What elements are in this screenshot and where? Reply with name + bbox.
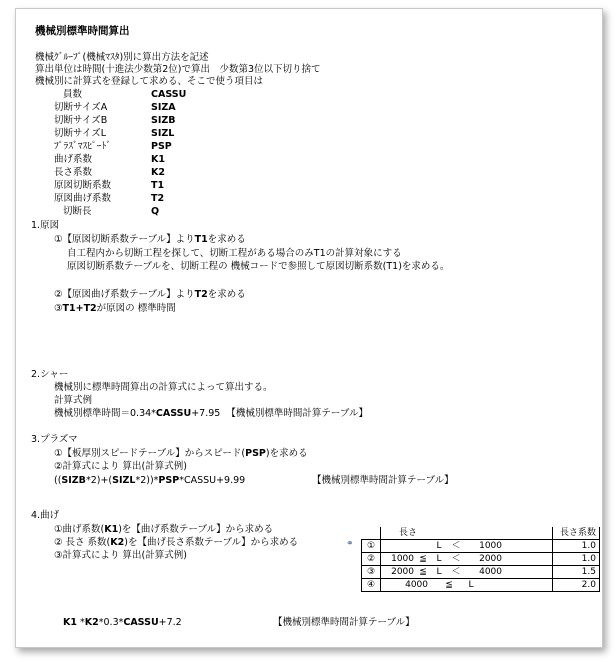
s3-table-ref: 【機械別標準時間計算テーブル】 (312, 475, 454, 486)
text: *CASSU+9.99 (179, 475, 246, 486)
range-low: 2000 (391, 567, 414, 577)
code: K2 (110, 537, 125, 548)
range-cell (381, 540, 553, 553)
range-low: 4000 (405, 580, 428, 590)
item-label: 長さ系数 (54, 167, 93, 178)
range-var: L (436, 554, 442, 564)
row-number: ① (362, 540, 381, 553)
code: K1 (104, 524, 119, 535)
code: SIZB (61, 475, 86, 486)
range-var: ≦ (445, 580, 453, 590)
text: ①曲げ系数( (54, 524, 105, 535)
s2-line-1: 機械別に標準時間算出の計算式によって算出する。 (54, 382, 273, 393)
item-code: SIZA (151, 102, 176, 113)
text: *2)+( (85, 475, 113, 486)
s4-line-2 (54, 537, 298, 549)
text: )を求める (265, 448, 308, 459)
range-var: L (436, 567, 442, 577)
table-header-cell (362, 527, 381, 540)
s1-step-1 (54, 234, 246, 246)
text: ② 長さ 系数( (54, 537, 111, 548)
text: *2))* (135, 475, 159, 486)
text: を求める (207, 289, 246, 300)
table-header-cell: 長さ系数 (553, 527, 600, 540)
item-label: 原図切断系数 (54, 180, 112, 191)
table-row (362, 579, 600, 592)
item-label: 切断サイズA (54, 102, 108, 113)
intro-line-1: 機械ｸﾞﾙｰﾌﾟ(機械ﾏｽﾀ)別に算出方法を記述 (35, 52, 209, 63)
section-heading: 2.シャー (31, 369, 69, 380)
text: )を【曲げ長さ系数テーブル】から求める (124, 537, 299, 548)
s3-line-2: ②計算式により 算出(計算式例) (54, 461, 187, 472)
s1-step-3 (54, 303, 176, 315)
text: +7.95 (191, 408, 221, 419)
table-row (362, 566, 600, 579)
document-page (15, 8, 603, 648)
range-op: ＜ (451, 554, 461, 564)
item-code: T2 (151, 193, 165, 204)
length-coefficient-table (361, 527, 600, 592)
code: SIZL (112, 475, 136, 486)
s1-step-2 (54, 289, 246, 301)
intro-line-2: 算出単位は時間(十進法少数第2位)で算出 少数第3位以下切り捨て (35, 64, 321, 75)
text: が原図の 標準時間 (96, 303, 176, 314)
text: ①【原図切断系数テーブル】より (54, 234, 195, 245)
link-icon: ⚭ (346, 539, 354, 549)
code: T2 (194, 289, 208, 300)
table-row (362, 553, 600, 566)
s1-note-1: 自工程内から切断工程を探して、切断工程がある場合のみT1の計算対象にする (67, 248, 402, 259)
range-cell (381, 579, 553, 592)
text: *0.3* (98, 617, 124, 628)
table-header-row (362, 527, 600, 540)
item-code: Q (151, 206, 160, 217)
s4-line-1 (54, 524, 273, 536)
intro-line-3: 機械別に計算式を登録して求める、そこで使う項目は (35, 76, 264, 87)
item-label: 原図曲げ系数 (54, 193, 112, 204)
range-op: ≦ (419, 567, 427, 577)
s3-formula (54, 475, 245, 487)
section-heading: 4.曲げ (31, 510, 60, 521)
code: PSP (158, 475, 180, 486)
text: ③ (54, 303, 63, 314)
coefficient-cell: 1.5 (553, 566, 600, 579)
s2-formula (54, 408, 368, 420)
s4-table-ref: 【機械別標準時間計算テーブル】 (273, 617, 415, 628)
table-ref: 【機械別標準時間計算テーブル】 (226, 408, 368, 419)
code: CASSU (123, 617, 159, 628)
range-cell (381, 566, 553, 579)
text: 機械別標準時間＝0.34* (54, 408, 156, 419)
table-header-cell: 長さ (381, 527, 553, 540)
item-code: T1 (151, 180, 165, 191)
range-low: 1000 (391, 554, 414, 564)
s1-note-2: 原図切断系数テーブルを、切断工程の 機械コードで参照して原図切断系数(T1)を求める。 (67, 261, 450, 272)
s3-line-1 (54, 448, 308, 460)
coefficient-cell: 1.0 (553, 553, 600, 566)
code: T1 (194, 234, 208, 245)
s2-line-2: 計算式例 (54, 395, 93, 406)
text: を求める (207, 234, 246, 245)
row-number: ③ (362, 566, 381, 579)
item-label: 切断サイズL (54, 128, 107, 139)
item-code: CASSU (151, 89, 187, 100)
coefficient-cell: 1.0 (553, 540, 600, 553)
text: ①【板厚別スピードテーブル】からスピード( (54, 448, 246, 459)
text: ②【原図曲げ系数テーブル】より (54, 289, 195, 300)
item-code: SIZL (151, 128, 175, 139)
item-label: 員数 (63, 89, 83, 100)
range-op: ＜ (451, 541, 461, 551)
item-label: 切断サイズB (54, 115, 108, 126)
range-var: L (436, 541, 442, 551)
range-cell (381, 553, 553, 566)
range-high: 2000 (479, 554, 502, 564)
s4-line-3: ③計算式により 算出(計算式例) (54, 550, 187, 561)
item-label: 切断長 (63, 206, 92, 217)
section-heading: 3.プラズマ (31, 434, 78, 445)
item-code: PSP (151, 141, 172, 152)
item-code: K2 (151, 167, 165, 178)
text: +7.2 (158, 617, 182, 628)
range-op: ≦ (419, 554, 427, 564)
row-number: ④ (362, 579, 381, 592)
coefficient-cell: 2.0 (553, 579, 600, 592)
item-label: 曲げ系数 (54, 154, 93, 165)
range-high: 4000 (479, 567, 502, 577)
text: * (76, 617, 85, 628)
section-heading: 1.原図 (31, 220, 60, 231)
item-code: K1 (151, 154, 165, 165)
text: )を【曲げ系数テーブル】から求める (118, 524, 274, 535)
page-title: 機械別標準時間算出 (35, 25, 130, 37)
table-row (362, 540, 600, 553)
range-op: L (468, 580, 474, 590)
item-label: ﾌﾟﾗｽﾞﾏｽﾋﾟｰﾄﾞ (54, 141, 112, 152)
code: CASSU (155, 408, 192, 419)
code: K2 (84, 617, 99, 628)
range-op: ＜ (451, 567, 461, 577)
text: (( (54, 475, 62, 486)
code: K1 (63, 617, 77, 628)
code: PSP (245, 448, 266, 459)
row-number: ② (362, 553, 381, 566)
item-code: SIZB (151, 115, 176, 126)
s4-formula (63, 617, 182, 629)
range-high: 1000 (479, 541, 502, 551)
code: T1+T2 (62, 303, 97, 314)
